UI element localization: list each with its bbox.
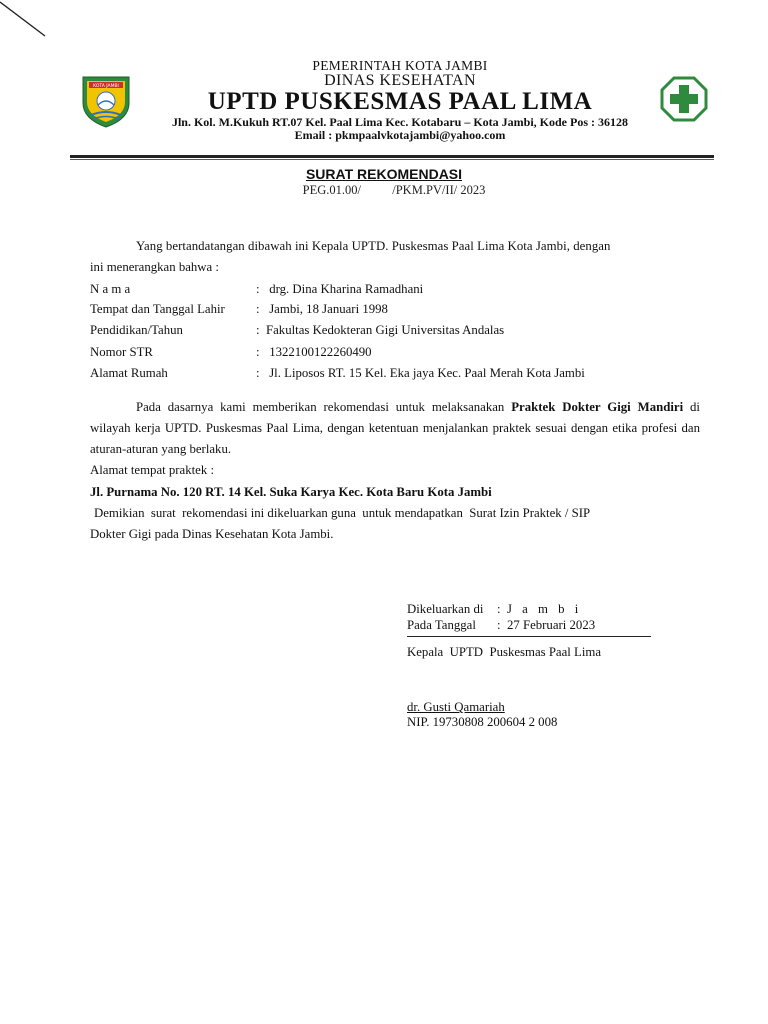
corner-line — [0, 0, 50, 40]
agency-line: DINAS KESEHATAN — [324, 72, 476, 89]
institution-name: UPTD PUSKESMAS PAAL LIMA — [207, 88, 593, 115]
field-row-education: Pendidikan/Tahun : Fakultas Kedokteran Gigi Universitas Andalas — [90, 320, 504, 340]
signatory-position: Kepala UPTD Puskesmas Paal Lima — [407, 645, 602, 659]
signature-rule — [407, 636, 651, 637]
issued-date-value: 27 Februari 2023 — [506, 618, 596, 632]
intro-line-1: Yang bertandatangan dibawah ini Kepala UPTD. Puskesmas Paal Lima Kota Jambi, dengan — [136, 239, 611, 253]
recommendation-paragraph: Pada dasarnya kami memberikan rekomendasi untuk melaksanakan Praktek Dokter Gigi Mandiri di wilayah kerja UPTD. Puskesmas Paal Lima, dengan ketentuan menjalankan praktek sesuai dengan etika profesi dan aturan-aturan yang berlaku. — [90, 400, 700, 456]
document-number: PEG.01.00/ /PKM.PV/II/ 2023 — [302, 183, 486, 197]
issued-at-value: J a m b i — [506, 602, 582, 616]
institution-email: Email : pkmpaalvkotajambi@yahoo.com — [294, 128, 506, 142]
letterhead-rule — [70, 155, 714, 158]
field-value: Fakultas Kedokteran Gigi Universitas Andalas — [266, 323, 505, 337]
field-value: drg. Dina Kharina Ramadhani — [269, 282, 424, 296]
field-value: Jambi, 18 Januari 1998 — [269, 302, 388, 316]
document-title: SURAT REKOMENDASI — [305, 166, 463, 182]
closing-line-1: Demikian surat rekomendasi ini dikeluarkan guna untuk mendapatkan Surat Izin Praktek / SIP — [94, 506, 591, 520]
practice-type: Praktek Dokter Gigi Mandiri — [511, 400, 684, 414]
issued-date-row: Pada Tanggal : 27 Februari 2023 — [407, 618, 596, 632]
field-label: Tempat dan Tanggal Lahir — [90, 302, 225, 316]
field-value: 1322100122260490 — [269, 345, 372, 359]
letterhead-rule-thin — [70, 159, 714, 160]
field-row-address: Alamat Rumah : Jl. Liposos RT. 15 Kel. Eka jaya Kec. Paal Merah Kota Jambi — [90, 363, 585, 383]
puskesmas-cross-icon — [660, 76, 708, 122]
field-label: Nomor STR — [90, 345, 153, 359]
practice-address-label: Alamat tempat praktek : — [90, 463, 215, 477]
signatory-name: dr. Gusti Qamariah — [407, 700, 505, 714]
svg-text:KOTA JAMBI: KOTA JAMBI — [93, 84, 119, 89]
field-row-str: Nomor STR : 1322100122260490 — [90, 342, 372, 362]
issued-at-row: Dikeluarkan di : J a m b i — [407, 602, 582, 616]
institution-address: Jln. Kol. M.Kukuh RT.07 Kel. Paal Lima Kec. Kotabaru – Kota Jambi, Kode Pos : 36128 — [171, 115, 629, 129]
closing-line-2: Dokter Gigi pada Dinas Kesehatan Kota Jambi. — [90, 527, 334, 541]
field-label: Alamat Rumah — [90, 366, 168, 380]
field-label: Pendidikan/Tahun — [90, 323, 183, 337]
kota-jambi-emblem-icon — [79, 73, 133, 129]
signatory-nip: NIP. 19730808 200604 2 008 — [407, 715, 558, 729]
practice-address: Jl. Purnama No. 120 RT. 14 Kel. Suka Karya Kec. Kota Baru Kota Jambi — [90, 485, 492, 499]
government-line: PEMERINTAH KOTA JAMBI — [312, 58, 488, 73]
intro-line-2: ini menerangkan bahwa : — [90, 260, 219, 274]
field-label: N a m a — [90, 282, 131, 296]
field-row-birth: Tempat dan Tanggal Lahir : Jambi, 18 Januari 1998 — [90, 299, 388, 319]
field-value: Jl. Liposos RT. 15 Kel. Eka jaya Kec. Paal Merah Kota Jambi — [269, 366, 585, 380]
field-row-name: N a m a : drg. Dina Kharina Ramadhani — [90, 279, 423, 299]
